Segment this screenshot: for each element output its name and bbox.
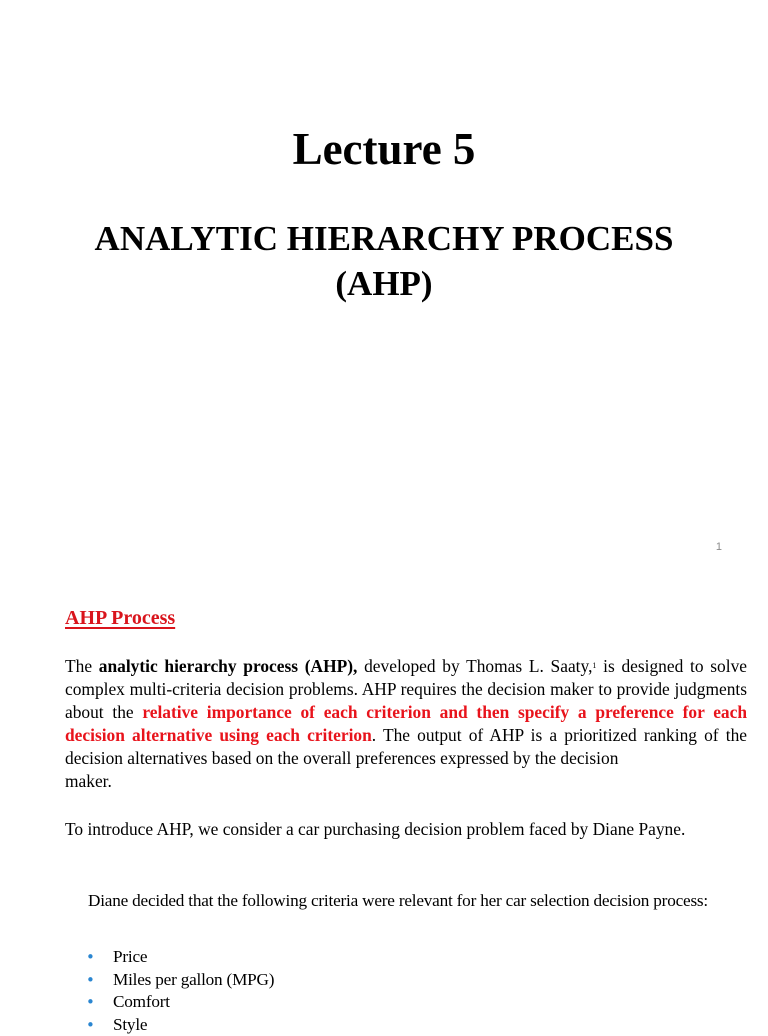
section-title: AHP Process [65,606,175,630]
para1-bold-term: analytic hierarchy process (AHP), [99,656,358,676]
para1-text-1: The [65,656,99,676]
list-item [86,991,274,1014]
ahp-process-section [0,572,768,1024]
slide-heading-line-2: (AHP) [0,261,768,306]
criterion-label: Style [113,1015,147,1034]
bullet-dot-icon: • [86,969,95,992]
para1-text-3: is designed to solve complex multi-criteria decision problems. AHP requires the decision maker to provide judgments about the [65,656,747,722]
slide-heading [0,216,768,306]
bullet-dot-icon: • [86,946,95,969]
criteria-list [86,946,274,1036]
list-item [86,1014,274,1036]
para1-text-5: maker. [65,770,747,793]
bullet-dot-icon: • [86,991,95,1014]
criterion-label: Miles per gallon (MPG) [113,970,274,989]
para1-text-4: . The output of AHP is a prioritized ranking of the decision alternatives based on the overall preferences expressed by the decision [65,725,747,768]
criteria-intro-text: Diane decided that the following criteria were relevant for her car selection decision process: [58,891,708,910]
para1-highlight: relative importance of each criterion and then specify a preference for each decision alternative using each criterion [65,702,747,745]
page-number: 1 [716,541,722,553]
car-problem-paragraph: To introduce AHP, we consider a car purchasing decision problem faced by Diane Payne. [65,818,747,841]
bullet-dot-icon: • [86,1014,95,1036]
footnote-marker: 1 [592,661,596,670]
criteria-intro-paragraph [58,890,718,912]
lecture-title: Lecture 5 [0,121,768,177]
criterion-label: Price [113,947,147,966]
list-item [86,946,274,969]
list-item [86,969,274,992]
slide-heading-line-1: ANALYTIC HIERARCHY PROCESS [0,216,768,261]
criterion-label: Comfort [113,992,170,1011]
para1-text-2: developed by Thomas L. Saaty, [357,656,592,676]
intro-paragraph [65,654,747,793]
